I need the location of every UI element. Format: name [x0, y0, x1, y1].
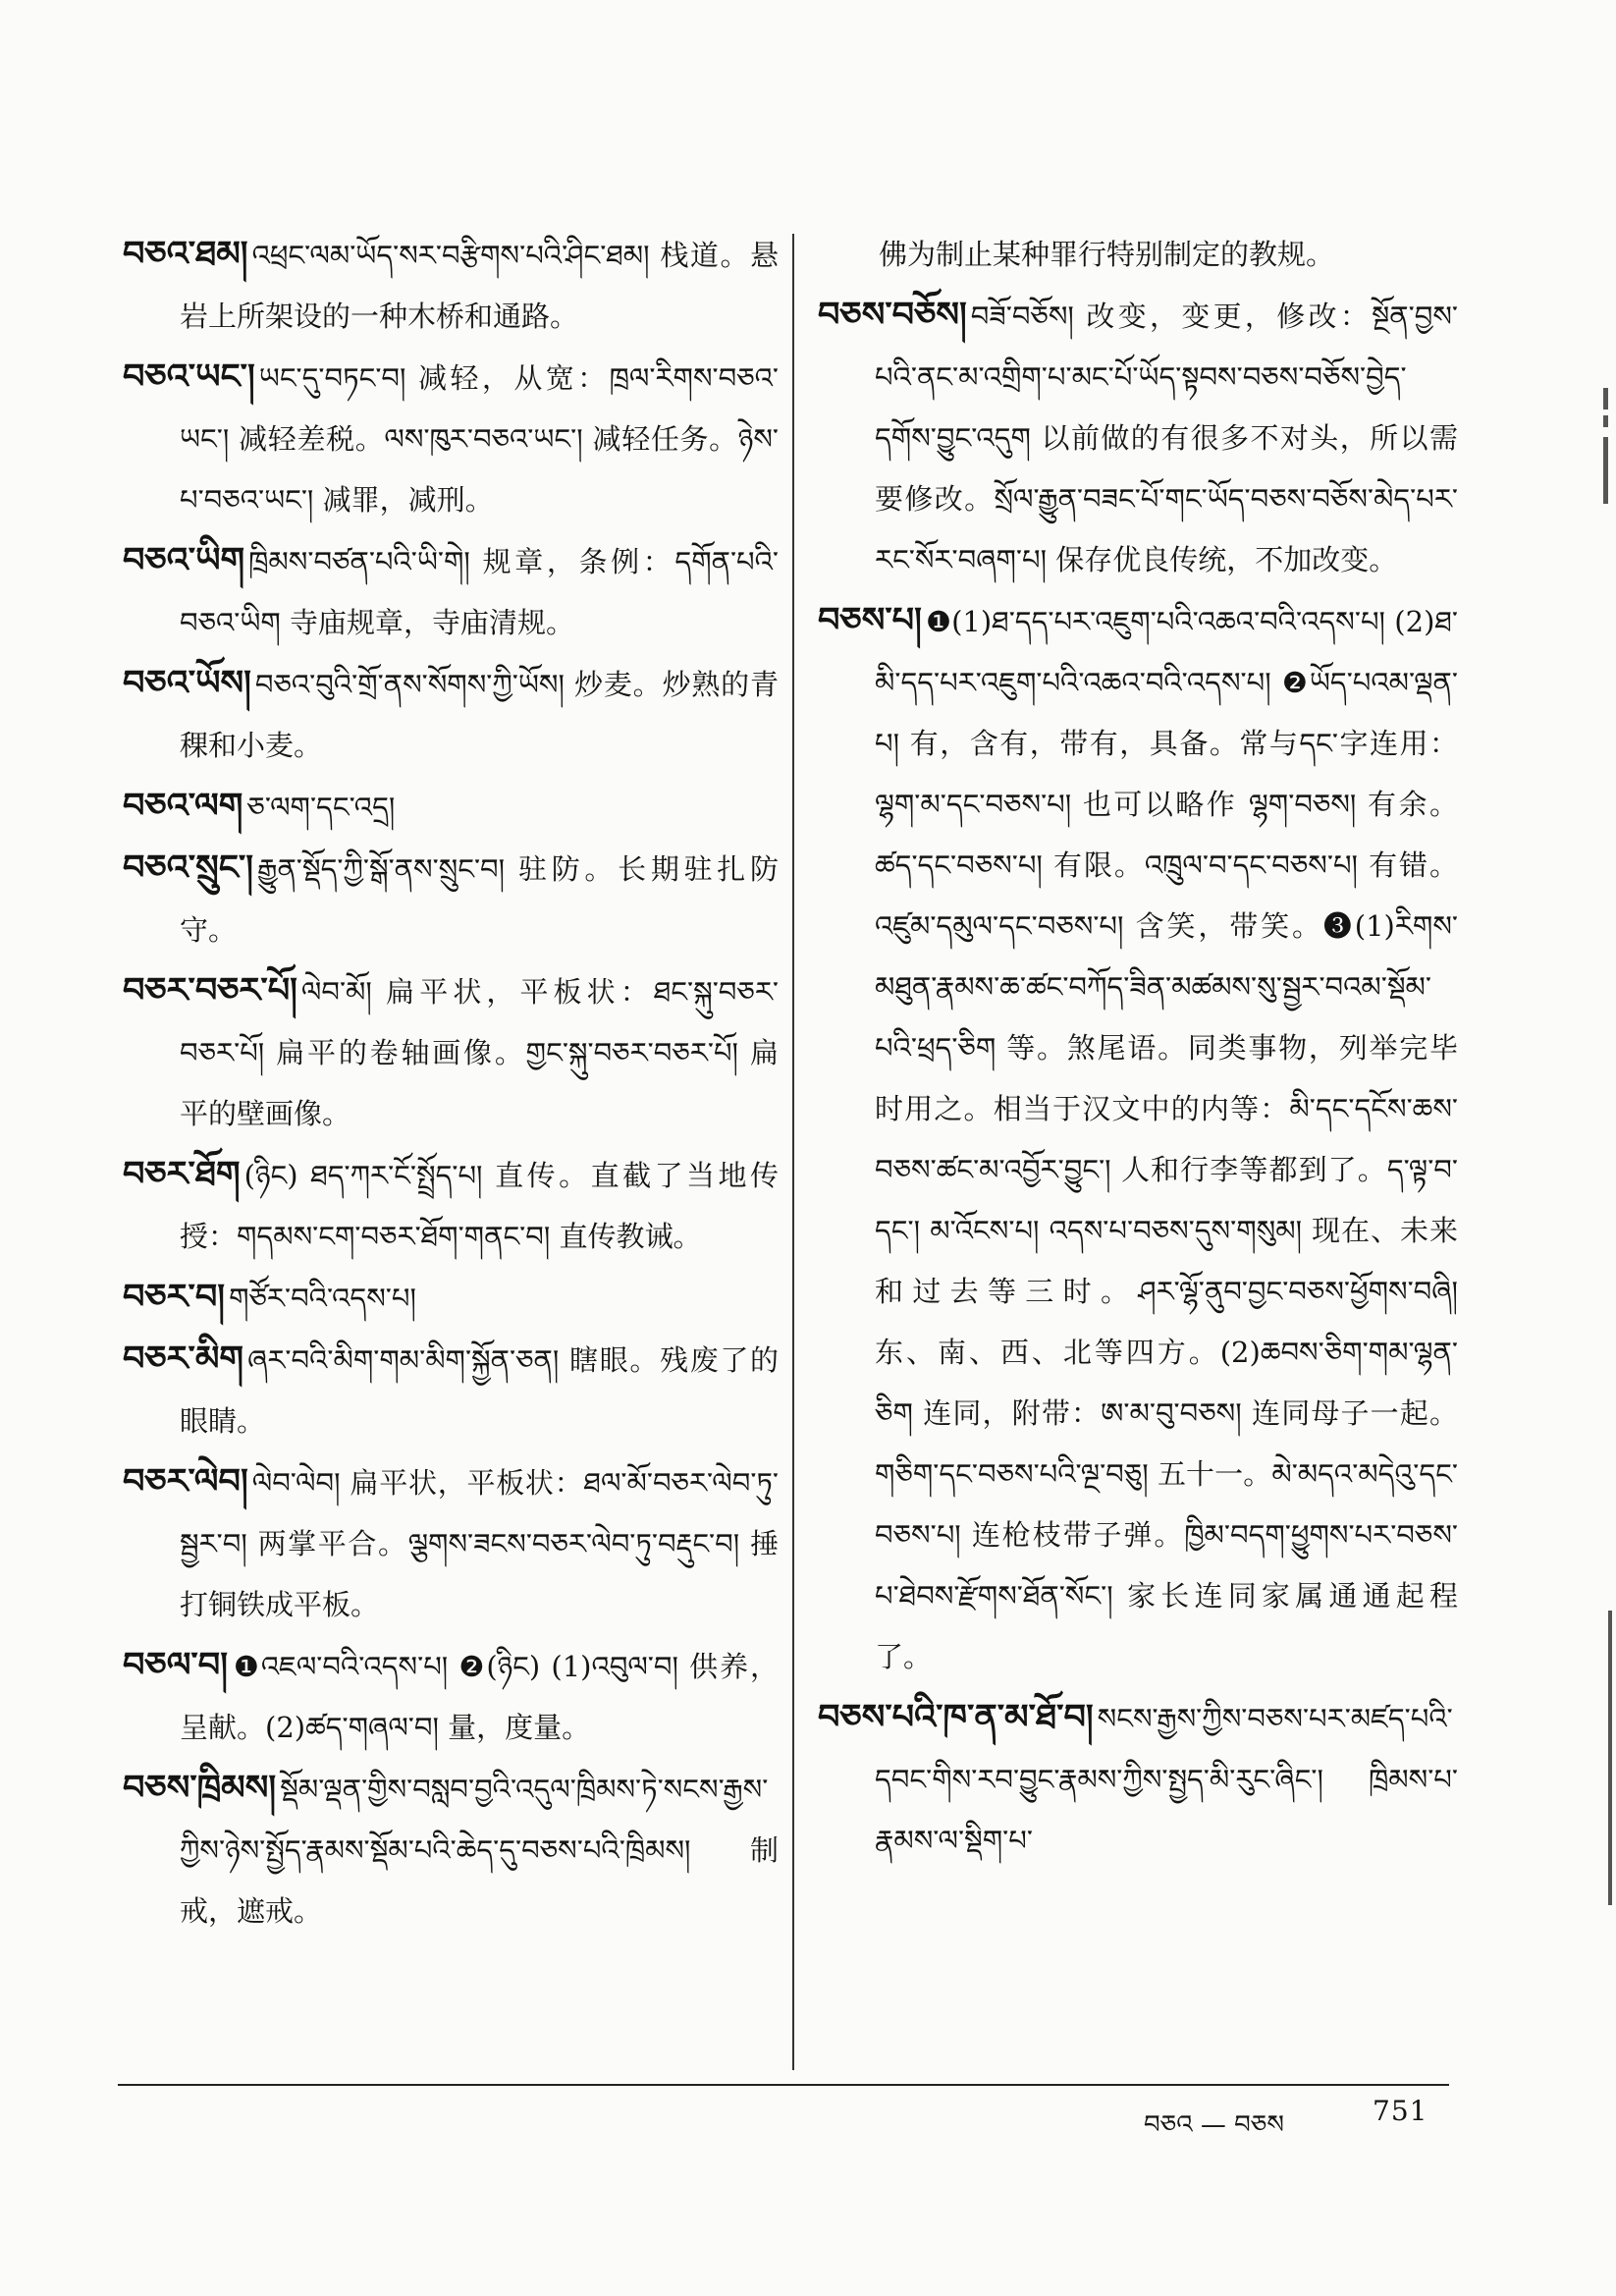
dictionary-entry [123, 530, 779, 653]
headword: བཅས་ཁྲིམས། [123, 1769, 277, 1808]
definition: བཅའ་བུའི་གྲོ་ནས་སོགས་ཀྱི་ཡོས། 炒麦。炒熟的青稞和小麦。 [180, 668, 779, 762]
footer-rule [118, 2084, 1449, 2086]
definition: འཕྲང་ལམ་ཡོད་སར་བརྩིགས་པའི་ཤིང་ཐམ། 栈道。悬岩上所架设的一种木桥和通路。 [180, 239, 779, 333]
definition: (ཉིང) ཐད་ཀར་ངོ་སྤྲོད་པ། 直传。直截了当地传授：གདམས་ངག་བཅར་ཐོག་གནང་བ། 直传教诫。 [180, 1159, 779, 1253]
dictionary-entry [123, 347, 779, 530]
headword: བཅར་མིག [123, 1339, 244, 1379]
headword: བཅས་བཅོས། [818, 296, 967, 335]
dictionary-entry [123, 776, 779, 838]
headword: བཅའ་སྲུང་། [123, 848, 254, 888]
definition: སངས་རྒྱས་ཀྱིས་བཅས་པར་མཛད་པའི་དབང་གིས་རབ་བྱུང་རྣམས་ཀྱིས་སྤྱད་མི་རུང་ཞིང་། ཁྲིམས་པ་རྣམས་ལ་སྡིག་པ་ [875, 1702, 1458, 1857]
dictionary-entry [123, 224, 779, 347]
dictionary-entry [123, 1635, 779, 1758]
headword: བཅའ་ཡང་། [123, 357, 255, 397]
definition: ❶(1)ཐ་དད་པར་འཇུག་པའི་འཆའ་བའི་འདས་པ། (2)ཐ་མི་དད་པར་འཇུག་པའི་འཆའ་བའི་འདས་པ། ❷ཡོད་པའམ་ལྡན་པ། 有，含有，带有，具备。常与དང་字连用：ལྷག་མ་དང་བཅས་པ། 也可以略作 ལྷག་བཅས། 有余。ཚད་དང་བཅས་པ། 有限。འཁྲུལ་བ་དང་བཅས་པ། 有错。འཛུམ་དམུལ་དང་བཅས་པ། 含笑，带笑。❸(1)རིགས་མཐུན་རྣམས་ཆ་ཚང་བཀོད་ཟིན་མཚམས་སུ་སྦྱར་བའམ་སྡོམ་པའི་ཕྲད་ཅིག 等。煞尾语。同类事物，列举完毕时用之。相当于汉文中的内等：མི་དང་དངོས་ཆས་བཅས་ཚང་མ་འབྱོར་བྱུང་། 人和行李等都到了。ད་ལྟ་བ་དང་། མ་འོངས་པ། འདས་པ་བཅས་དུས་གསུམ། 现在、未来和过去等三时。ཤར་ལྷོ་ནུབ་བྱང་བཅས་ཕྱོགས་བཞི། 东、南、西、北等四方。(2)ཆབས་ཅིག་གམ་ལྷན་ཅིག 连同，附带：ཨ་མ་བུ་བཅས། 连同母子一起。གཅིག་དང་བཅས་པའི་ལྔ་བཅུ། 五十一。མེ་མདའ་མདེའུ་དང་བཅས་པ། 连枪枝带子弹。ཁྱིམ་བདག་ཕྱུགས་པར་བཅས་པ་ཐེབས་རྫོགས་ཐོན་སོང་། 家长连同家属通通起程了。 [875, 605, 1458, 1673]
headword: བཅར་བ། [123, 1278, 226, 1317]
definition: ❶འཇལ་བའི་འདས་པ། ❷(ཉིང) (1)འབུལ་བ། 供养，呈献。(2)ཚད་གཞལ་བ། 量，度量。 [180, 1650, 779, 1744]
definition: ཁྲིམས་བཙན་པའི་ཡི་གེ། 规章，条例：དགོན་པའི་བཅའ་ཡིག 寺庙规章，寺庙清规。 [180, 545, 779, 639]
definition: སྡོམ་ལྡན་གྱིས་བསླབ་བྱའི་འདུལ་ཁྲིམས་ཏེ་སངས་རྒྱས་ཀྱིས་ཉེས་སྤྱོད་རྣམས་སྡོམ་པའི་ཆེད་དུ་བཅས་པའི་ཁྲིམས། 制戒，遮戒。 [180, 1773, 779, 1928]
definition: གཙོར་བའི་འདས་པ། [229, 1282, 416, 1315]
edge-mark [1608, 1611, 1612, 1905]
definition: ཅ་ལག་དང་འདྲ། [246, 791, 396, 824]
dictionary-entry [123, 1758, 779, 1941]
dictionary-entry [123, 1329, 779, 1451]
headword: བཅས་པའི་ཁ་ན་མ་ཐོ་བ། [818, 1698, 1094, 1737]
definition: ལེབ་ལེབ། 扁平状，平板状：ཐལ་མོ་བཅར་ལེབ་ཏུ་སྦྱར་བ། 两掌平合。ལྕགས་ཟངས་བཅར་ལེབ་ཏུ་བརྡུང་བ། 捶打铜铁成平板。 [180, 1466, 779, 1621]
page-number: 751 [1373, 2095, 1428, 2127]
definition: རྒྱུན་སྡོད་ཀྱི་སྒོ་ནས་སྲུང་བ། 驻防。长期驻扎防守。 [180, 852, 779, 947]
headword: བཅའ་ཐམ། [123, 235, 248, 274]
definition: བཟོ་བཅོས། 改变，变更，修改：སྔོན་བྱས་པའི་ནང་མ་འགྲིག་པ་མང་པོ་ཡོད་སྟབས་བཅས་བཅོས་བྱེད་དགོས་བྱུང་འདུག 以前做的有很多不对头，所以需要修改。སྲོལ་རྒྱུན་བཟང་པོ་གང་ཡོད་བཅས་བཅོས་མེད་པར་རང་སོར་བཞག་པ། 保存优良传统，不加改变。 [875, 300, 1458, 576]
dictionary-entry [123, 1267, 779, 1329]
headword: བཅས་པ། [818, 601, 922, 640]
headword: བཅའ་ཡོས། [123, 664, 251, 703]
edge-mark [1603, 415, 1608, 427]
running-head: བཅའ — བཅས [1144, 2110, 1284, 2140]
headword: བཅར་ལེབ། [123, 1462, 248, 1502]
dictionary-entry [123, 960, 779, 1144]
dictionary-entry [123, 1144, 779, 1267]
edge-mark [1603, 437, 1608, 504]
dictionary-entry [123, 653, 779, 776]
definition: ཡང་དུ་བཏང་བ། 减轻，从宽：ཁྲལ་རིགས་བཅའ་ཡང་། 减轻差税。ལས་ཁུར་བཅའ་ཡང་། 减轻任务。ཉེས་པ་བཅའ་ཡང་། 减罪，减刑。 [180, 361, 779, 517]
right-column [818, 224, 1458, 1871]
headword: བཅར་ཐོག [123, 1155, 241, 1194]
definition: ཞར་བའི་མིག་གམ་མིག་སྐྱོན་ཅན། 瞎眼。残废了的眼睛。 [180, 1343, 779, 1438]
column-divider [792, 234, 794, 2070]
dictionary-entry [818, 1687, 1458, 1871]
headword: བཅལ་བ། [123, 1646, 228, 1685]
definition: ལེབ་མོ། 扁平状，平板状：ཐང་སྐུ་བཅར་བཅར་པོ། 扁平的卷轴画像。གྱང་སྐུ་བཅར་བཅར་པོ། 扁平的壁画像。 [180, 975, 779, 1130]
headword: བཅར་བཅར་པོ། [123, 971, 297, 1011]
headword: བཅའ་ཡིག [123, 541, 245, 580]
dictionary-entry [818, 285, 1458, 590]
left-column [123, 224, 779, 1941]
dictionary-entry [818, 590, 1458, 1687]
dictionary-entry [123, 838, 779, 960]
dictionary-entry [123, 1451, 779, 1635]
definition: 佛为制止某种罪行特别制定的教规。 [879, 238, 1335, 271]
dictionary-entry-continuation [818, 224, 1458, 285]
edge-mark [1603, 388, 1608, 410]
headword: བཅའ་ལག [123, 787, 243, 826]
